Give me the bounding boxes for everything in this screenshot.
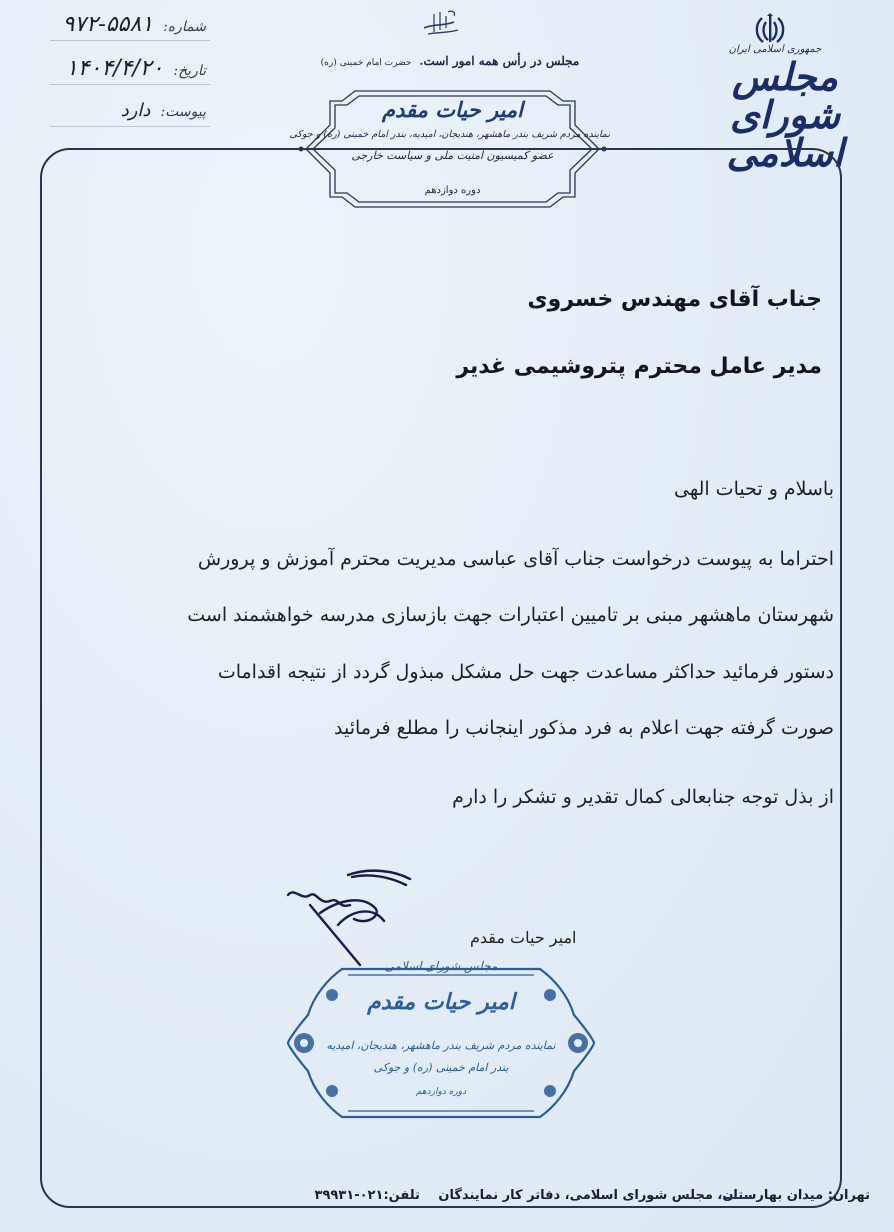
body-line-1: احتراما به پیوست درخواست جناب آقای عباسی مدیریت محترم آموزش و پرورش [197, 548, 834, 570]
body-line-2: شهرستان ماهشهر مبنی بر تامیین اعتبارات جهت بازسازی مدرسه خواهشمند است [187, 604, 834, 626]
stamp-line-1: نماینده مردم شریف بندر ماهشهر، هندیجان، امیدیه [326, 1039, 556, 1052]
body-line-3: دستور فرمائید حداکثر مساعدت جهت حل مشکل مبذول گردد از نتیجه اقدامات [217, 661, 834, 683]
meta-underline [50, 126, 210, 127]
addressee-name: جناب آقای مهندس خسروی [527, 287, 822, 312]
frame-top-gap [296, 144, 612, 154]
stamp-line-2: بندر امام خمینی (ره) و جوکی [373, 1061, 509, 1074]
bismillah-calligraphy-icon [410, 6, 470, 42]
meta-underline [50, 40, 210, 41]
letter-number [62, 12, 206, 37]
letter-attachment [121, 100, 206, 121]
letter-number-value: ۹۷۲-۵۵۸۱ [62, 12, 154, 37]
logo-title: مجلس شورای اسلامی [726, 54, 844, 175]
footer-phone-label: تلفن: [383, 1188, 420, 1203]
footer-contact [150, 1188, 870, 1203]
letter-date-value: ۱۴۰۴/۴/۲۰ [65, 56, 164, 81]
letter-number-label: شماره: [163, 19, 206, 35]
meta-underline [50, 84, 210, 85]
stamp-term: دوره دوازدهم [415, 1087, 467, 1097]
greeting: باسلام و تحیات الهی [673, 478, 834, 500]
letter-attachment-value: دارد [120, 100, 151, 121]
letter-date [66, 56, 206, 81]
iran-emblem-icon [752, 12, 788, 48]
logo-subtitle: جمهوری اسلامی ایران [728, 44, 822, 55]
addressee-title: مدیر عامل محترم پتروشیمی غدیر [456, 354, 822, 379]
motto-attribution: حضرت امام خمینی (ره) [320, 58, 412, 68]
signer-name: امیر حیات مقدم [470, 928, 577, 947]
footer-phone-value: ۰۲۱-۳۹۹۳۱ [314, 1188, 384, 1203]
stamp-name: امیر حیات مقدم [367, 989, 515, 1015]
footer-rule [725, 1197, 753, 1199]
letterhead-commission: عضو کمیسیون امنیت ملی و سیاست خارجی [351, 149, 554, 162]
closing-line: از بذل توجه جنابعالی کمال تقدیر و تشکر را دارم [452, 786, 834, 808]
letter-attachment-label: پیوست: [160, 104, 206, 120]
body-line-4: صورت گرفته جهت اعلام به فرد مذکور اینجانب را مطلع فرمائید [334, 717, 834, 739]
letterhead-constituency: نماینده مردم شریف بندر ماهشهر، هندیجان، امیدیه، بندر امام خمینی (ره) و جوکی [289, 129, 610, 140]
footer-address: تهران: میدان بهارستان، مجلس شورای اسلامی، دفاتر کار نمایندگان [438, 1188, 870, 1203]
stamp-org: مجلس شورای اسلامی [384, 959, 498, 973]
letterhead-motto [300, 54, 600, 68]
official-stamp [282, 955, 600, 1130]
letter-date-label: تاریخ: [173, 63, 206, 79]
letterhead-rep-name: امیر حیات مقدم [381, 97, 523, 122]
letterhead-term: دوره دوازدهم [424, 185, 481, 196]
motto-text: مجلس در رأس همه امور است. [419, 54, 580, 68]
